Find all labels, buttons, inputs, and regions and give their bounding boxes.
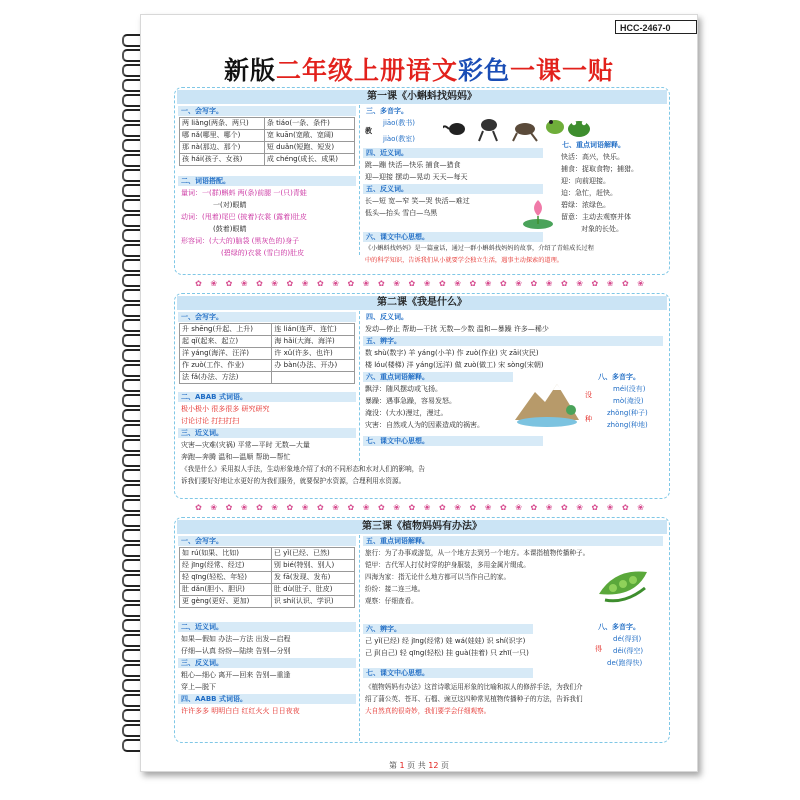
l2-write-table — [179, 323, 355, 384]
l2-polyphone-char-2: 种 — [585, 415, 592, 423]
l2-section-write: 一、会写字。 — [178, 312, 356, 322]
l1-polyphone-char: 教 — [365, 127, 372, 135]
l1-theme-2: 中的科学知识，告诉我们从小就要学会独立生活，遇事主动探索的道理。 — [365, 257, 563, 264]
l1-section-write: 一、会写字。 — [178, 106, 356, 116]
l1-write-table — [179, 117, 355, 166]
footer-text: 页 — [441, 761, 449, 770]
table-cell: 作 zuò(工作、作业) — [180, 360, 272, 372]
l2-antonym-1: 发动—停止 帮助—干扰 无数—少数 温和—暴躁 许多—稀少 — [365, 325, 549, 333]
l1-keyword-2: 捕食：捉取食物；捕猎。 — [561, 165, 638, 173]
table-cell: 别 bié(特别、别人) — [271, 560, 354, 572]
l1-section-synonym: 四、近义词。 — [363, 148, 543, 158]
l2-section-abab: 二、ABAB 式词语。 — [178, 392, 356, 402]
table-cell: 起 qǐ(起来、起立) — [180, 336, 272, 348]
l3-section-keywords: 五、重点词语解释。 — [363, 536, 663, 546]
table-cell: 升 shēng(升起、上升) — [180, 324, 272, 336]
table-cell: 肚 dù(肚子、肚皮) — [271, 584, 354, 596]
l3-synonym-2: 仔细—认真 纷纷—陆续 告别—分别 — [181, 647, 291, 655]
table-cell: 轻 qīng(轻松、年轻) — [180, 572, 272, 584]
l1-polyphone-2: jiào(教室) — [383, 135, 415, 143]
l1-collocation-3: 动词：(甩着)尾巴 (披着)衣裳 (露着)肚皮 — [181, 213, 307, 221]
page-sheet — [140, 14, 698, 772]
l1-keyword-1: 快活：高兴，快乐。 — [561, 153, 624, 161]
l3-theme-3: 大自然真的很奇妙，我们要学会仔细观察。 — [365, 707, 491, 715]
table-cell: 如 rú(如果、比如) — [180, 548, 272, 560]
l3-polyphone-char: 得 — [595, 645, 602, 653]
lesson-1-box — [174, 87, 670, 275]
l2-synonym-2: 奔跑—奔腾 温和—温顺 帮助—帮忙 — [181, 453, 291, 461]
table-row — [180, 118, 355, 130]
l3-section-write: 一、会写字。 — [178, 536, 356, 546]
title-part-1: 新版 — [223, 56, 276, 85]
l2-section-synonym: 三、近义词。 — [178, 428, 356, 438]
l3-write-table — [179, 547, 355, 608]
table-cell: 许 xǔ(许多、也许) — [272, 348, 355, 360]
l1-theme-1: 《小蝌蚪找妈妈》是一篇童话，通过一群小蝌蚪找妈妈的故事，介绍了青蛙成长过程 — [365, 245, 594, 252]
l2-section-distinguish: 五、辨字。 — [363, 336, 663, 346]
table-cell: 发 fā(发现、发布) — [271, 572, 354, 584]
column-divider — [359, 311, 360, 461]
l1-keyword-5: 碧绿：浓绿色。 — [561, 201, 610, 209]
lesson-2-box — [174, 293, 670, 499]
pea-pod-illustration — [595, 564, 651, 608]
l3-keyword-5: 观察：仔细查看。 — [365, 597, 418, 605]
l1-section-polyphone: 三、多音字。 — [366, 107, 408, 115]
l3-keyword-2: 铠甲：古代军人打仗时穿的护身服装，多用金属片缀成。 — [365, 561, 530, 569]
lotus-illustration — [520, 190, 556, 230]
column-divider — [359, 105, 360, 255]
footer-text: 页 共 — [407, 761, 426, 770]
l2-section-antonym: 四、反义词。 — [366, 313, 408, 321]
table-cell: 两 liǎng(两条、两只) — [180, 118, 265, 130]
table-cell: 哪 nǎ(哪里、哪个) — [180, 130, 265, 142]
l2-polyphone-3: zhǒng(种子) — [607, 409, 648, 417]
table-cell: 条 tiáo(一条、条件) — [264, 118, 354, 130]
l3-distinguish-1: 己 yǐ(已经) 经 jīng(经常) 娃 wá(娃娃) 识 shí(识字) — [365, 637, 526, 645]
table-row — [180, 360, 355, 372]
l1-antonym-1: 长—短 宽—窄 笑—哭 快活—难过 — [365, 197, 470, 205]
table-cell: 已 yǐ(已经、已然) — [271, 548, 354, 560]
table-cell: 孩 hái(孩子、女孩) — [180, 154, 265, 166]
total-page-number: 12 — [428, 761, 439, 770]
l1-keyword-4: 迫：急忙，赶快。 — [561, 189, 617, 197]
table-row — [180, 324, 355, 336]
l3-distinguish-2: 己 jǐ(自己) 轻 qīng(轻松) 挂 guà(挂着) 只 zhī(一只) — [365, 649, 529, 657]
lesson-1-title: 第一课《小蝌蚪找妈妈》 — [177, 90, 667, 104]
lesson-3-title: 第三课《植物妈妈有办法》 — [177, 520, 667, 534]
l2-section-theme: 七、课文中心思想。 — [363, 436, 543, 446]
lesson-3-box — [174, 517, 670, 743]
l3-theme-2: 绍了蒲公英、苍耳、石榴、豌豆这四种常见植物传播种子的方法，告诉我们 — [365, 695, 583, 703]
table-cell: 海 hǎi(大海、海洋) — [272, 336, 355, 348]
l3-section-polyphone: 八、多音字。 — [598, 623, 640, 631]
l2-abab-2: 讨论讨论 打扫打扫 — [181, 417, 240, 425]
l3-antonym-2: 穿上—脱下 — [181, 683, 216, 691]
footer-text: 第 — [388, 761, 397, 770]
title-part-4: 一课一贴 — [510, 56, 615, 85]
l1-keyword-7: 对象的长处。 — [581, 225, 623, 233]
l3-synonym-1: 如果—假如 办法—方法 出发—启程 — [181, 635, 291, 643]
l1-section-theme: 六、课文中心思想。 — [363, 232, 543, 242]
l3-aabb-words: 许许多多 明明白白 红红火火 日日夜夜 — [181, 707, 300, 715]
l3-polyphone-3: de(跑得快) — [607, 659, 643, 667]
l3-section-distinguish: 六、辨字。 — [363, 624, 533, 634]
l1-collocation-6: (碧绿的)衣裳 (雪白的)肚皮 — [221, 249, 305, 257]
l3-section-theme: 七、课文中心思想。 — [363, 668, 533, 678]
table-row — [180, 348, 355, 360]
flower-divider: ✿ ❀ ✿ ❀ ✿ ❀ ✿ ❀ ✿ ❀ ✿ ❀ ✿ ❀ ✿ ❀ ✿ ❀ ✿ ❀ ✿ ❀ ✿ ❀ ✿ ❀ ✿ ❀ ✿ ❀ — [195, 503, 647, 512]
l2-polyphone-1: méi(没有) — [613, 385, 646, 393]
table-row — [180, 336, 355, 348]
l1-keyword-6: 留意：主动去观察并体 — [561, 213, 631, 221]
l1-polyphone-1: jiāo(教书) — [383, 119, 415, 127]
l1-collocation-5: 形容词：(大大的)脑袋 (黑灰色的)身子 — [181, 237, 300, 245]
l3-antonym-1: 粗心—细心 离开—回来 告别—重逢 — [181, 671, 291, 679]
table-cell: 连 lián(连声、连忙) — [272, 324, 355, 336]
l2-keyword-1: 飘浮：随风摆动或飞扬。 — [365, 385, 442, 393]
l1-collocation-1: 量词：一(群)蝌蚪 两(条)前腿 一(只)青蛙 — [181, 189, 307, 197]
l1-keyword-3: 迎：向前迎接。 — [561, 177, 610, 185]
l2-abab-1: 极小极小 很多很多 研究研究 — [181, 405, 270, 413]
l3-section-antonym: 三、反义词。 — [178, 658, 356, 668]
l1-section-collocation: 二、词语搭配。 — [178, 176, 356, 186]
table-cell — [272, 372, 355, 384]
table-cell: 识 shí(认识、学识) — [271, 596, 354, 608]
page-title — [141, 51, 697, 87]
l1-section-antonym: 五、反义词。 — [363, 184, 543, 194]
table-row — [180, 154, 355, 166]
table-cell: 宽 kuān(宽敞、宽阔) — [264, 130, 354, 142]
l2-section-keywords: 六、重点词语解释。 — [363, 372, 513, 382]
table-row — [180, 572, 355, 584]
l2-polyphone-char-1: 没 — [585, 391, 592, 399]
lesson-2-title: 第二课《我是什么》 — [177, 296, 667, 310]
table-row — [180, 372, 355, 384]
product-code-tag: HCC-2467-0 — [615, 20, 697, 34]
table-cell: 成 chéng(成长、成果) — [264, 154, 354, 166]
l2-polyphone-2: mò(淹没) — [613, 397, 644, 405]
l2-keyword-2: 暴躁：遇事急躁，容易发怒。 — [365, 397, 456, 405]
table-cell: 洋 yáng(海洋、汪洋) — [180, 348, 272, 360]
l3-keyword-3: 四海为家：指无论什么地方都可以当作自己的家。 — [365, 573, 511, 581]
table-cell: 法 fǎ(办法、方法) — [180, 372, 272, 384]
l3-keyword-1: 旅行：为了办事或游览，从一个地方去到另一个地方。本课指植物传播种子。 — [365, 549, 590, 557]
table-row — [180, 130, 355, 142]
l2-polyphone-4: zhòng(种地) — [607, 421, 648, 429]
l1-section-keywords: 七、重点词语解释。 — [562, 141, 625, 149]
l2-keyword-4: 灾害：自然或人为的因素造成的祸害。 — [365, 421, 484, 429]
l3-polyphone-1: dé(得到) — [613, 635, 642, 643]
table-cell: 那 nà(那边、那个) — [180, 142, 265, 154]
l2-synonym-1: 灾害—灾难(灾祸) 平常—平时 无数—大量 — [181, 441, 310, 449]
l3-theme-1: 《植物妈妈有办法》这首诗歌运用形象的比喻和拟人的修辞手法，为我们介 — [365, 683, 583, 691]
title-part-3: 彩色 — [458, 56, 511, 85]
l3-keyword-4: 纷纷：接二连三地。 — [365, 585, 425, 593]
table-row — [180, 548, 355, 560]
l1-synonym-1: 跳—蹦 快活—快乐 捕食—猎食 — [365, 161, 461, 169]
l2-section-polyphone: 八、多音字。 — [598, 373, 640, 381]
table-cell: 短 duǎn(短跑、短发) — [264, 142, 354, 154]
l1-collocation-4: (鼓着)眼睛 — [213, 225, 247, 233]
table-cell: 肚 dǎn(胆小、胆识) — [180, 584, 272, 596]
table-row — [180, 560, 355, 572]
l3-polyphone-2: děi(得空) — [613, 647, 644, 655]
table-cell: 办 bàn(办法、开办) — [272, 360, 355, 372]
column-divider — [359, 535, 360, 741]
l2-theme-2: 诉我们要好好地让水更好的为我们服务，就要保护水资源，合理利用水资源。 — [181, 477, 406, 485]
l1-collocation-2: 一(对)眼睛 — [213, 201, 247, 209]
l1-synonym-2: 迎—迎接 摆动—晃动 天天—每天 — [365, 173, 468, 181]
table-cell: 更 gèng(更好、更加) — [180, 596, 272, 608]
page-footer — [141, 760, 697, 771]
l2-keyword-3: 淹没：(大水)漫过，漫过。 — [365, 409, 448, 417]
current-page-number: 1 — [399, 761, 405, 770]
l2-distinguish-2: 楼 lóu(楼梯) 洋 yáng(远洋) 做 zuò(做工) 宋 sòng(宋朝) — [365, 361, 544, 369]
table-row — [180, 142, 355, 154]
flower-divider: ✿ ❀ ✿ ❀ ✿ ❀ ✿ ❀ ✿ ❀ ✿ ❀ ✿ ❀ ✿ ❀ ✿ ❀ ✿ ❀ ✿ ❀ ✿ ❀ ✿ ❀ ✿ ❀ ✿ ❀ — [195, 279, 647, 288]
table-row — [180, 596, 355, 608]
table-cell: 经 jīng(经常、经过) — [180, 560, 272, 572]
l1-antonym-2: 低头—抬头 雪白—乌黑 — [365, 209, 438, 217]
title-part-2: 二年级上册语文 — [275, 56, 458, 85]
table-row — [180, 584, 355, 596]
mountain-water-illustration — [513, 380, 583, 428]
l2-theme-1: 《我是什么》采用拟人手法，生动形象地介绍了水的不同形态和水对人们的影响，告 — [181, 465, 425, 473]
l3-section-aabb: 四、AABB 式词语。 — [178, 694, 356, 704]
l2-distinguish-1: 数 shù(数字) 羊 yáng(小羊) 作 zuò(作业) 灾 zāi(灾民) — [365, 349, 539, 357]
l3-section-synonym: 二、近义词。 — [178, 622, 356, 632]
